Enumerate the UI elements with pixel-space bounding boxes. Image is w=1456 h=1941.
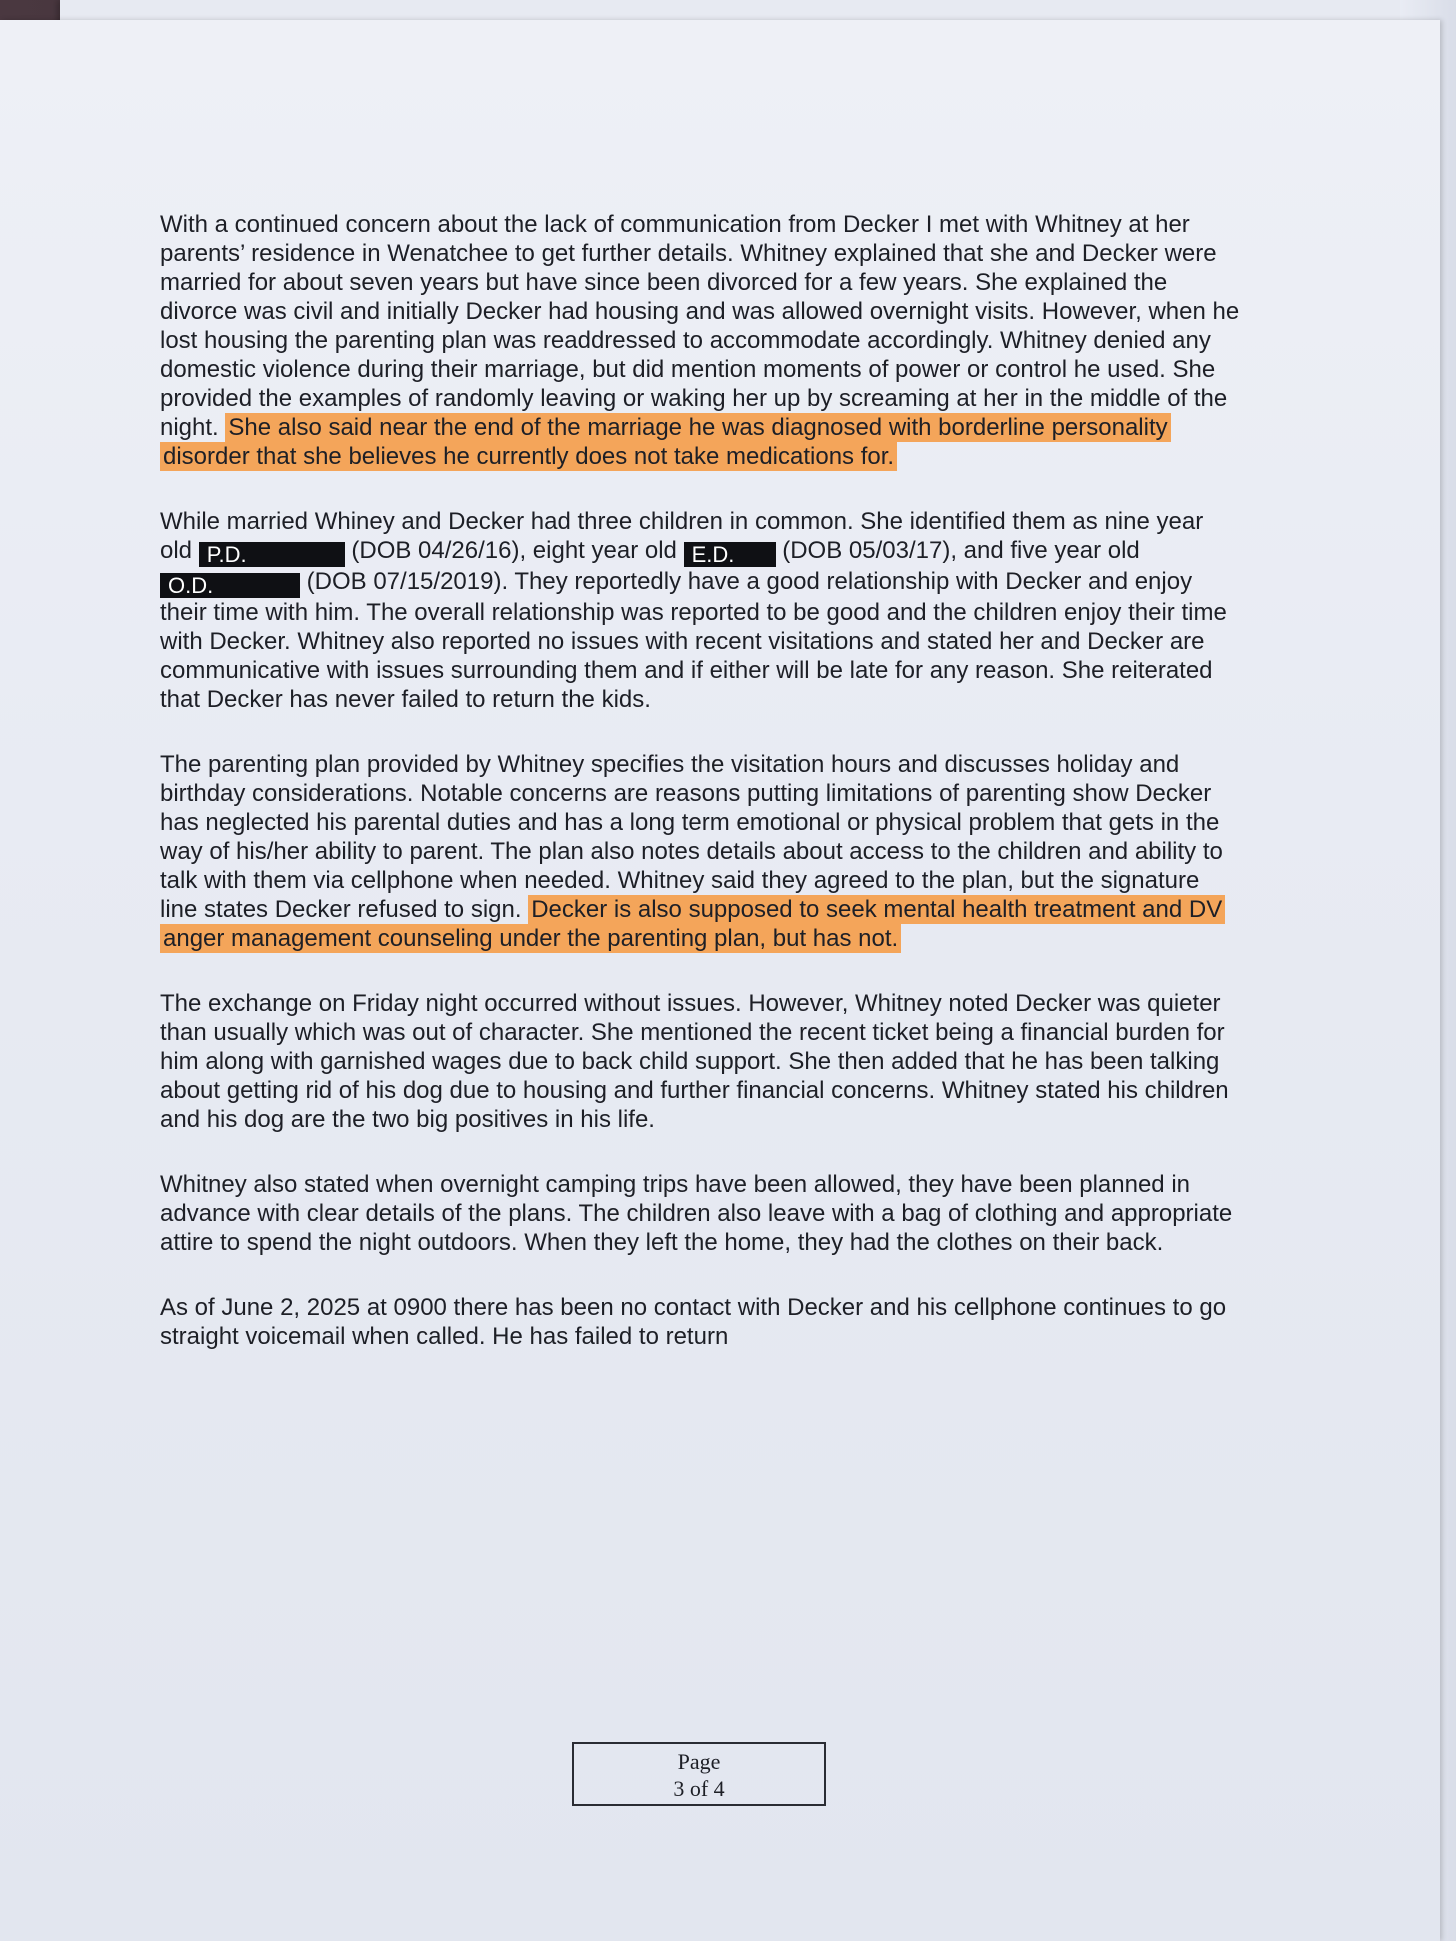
text-segment: (DOB 04/26/16), eight year old [344,537,684,564]
text-segment: (DOB 05/03/17), and five year old [775,537,1140,564]
paragraph-text: The exchange on Friday night occurred without issues. However, Whitney noted Decker was quieter than usually which was out of character. She mentioned the recent ticket being a financial burden for him along with garnished wages due to back child support. She then added that he has been talking about getting rid of his dog due to housing and further financial concerns. Whitney stated his children and his dog are the two big positives in his life. [160,990,1229,1133]
highlighted-text: She also said near the end of the marriage he was diagnosed with borderline personality disorder that she believes he currently does not take medications for. [160,413,1171,471]
text-segment: While married Whiney and Decker had three children in common. She identified them as nine year old [160,508,1204,564]
page-number-box [572,1742,826,1806]
paragraph-children [160,507,1240,714]
redaction-label: E.D. [691,542,735,567]
paragraph-text: As of June 2, 2025 at 0900 there has been no contact with Decker and his cellphone continues to go straight voicemail when called. He has failed to return [160,1294,1227,1350]
paragraph-plain-text: With a continued concern about the lack of communication from Decker I met with Whitney at her parents’ residence in Wenatchee to get further details. Whitney explained that she and Decker were married for about seven years but have since been divorced for a few years. She explained the divorce was civil and initially Decker had housing and was allowed overnight visits. However, when he lost housing the parenting plan was readdressed to accommodate accordingly. Whitney denied any domestic violence during their marriage, but did mention moments of power or control he used. She provided the examples of randomly leaving or waking her up by screaming at her in the middle of the night. [160,211,1240,441]
page-label: Page [677,1749,721,1774]
text-segment: (DOB 07/15/2019). They reportedly have a good relationship with Decker and enjoy their time with him. The overall relationship was reported to be good and the children enjoy their time with Decker. Whitney also reported no issues with recent visitations and stated her and Decker are communicative with issues surrounding them and if either will be late for any reason. She reiterated that Decker has never failed to return the kids. [160,568,1227,713]
redaction-bar-p-d [199,542,345,567]
redaction-label: O.D. [168,573,214,598]
paragraph-text [160,750,1240,953]
document-page [0,20,1440,1941]
paragraph-interview [160,210,1240,471]
redaction-label: P.D. [206,542,247,567]
redaction-bar-e-d [684,542,776,567]
redaction-bar-o-d [160,573,300,598]
paragraph-no-contact [160,1293,1240,1351]
paragraph-plain-text: The parenting plan provided by Whitney specifies the visitation hours and discusses holiday and birthday considerations. Notable concerns are reasons putting limitations of parenting show Decker has neglected his parental duties and has a long term emotional or physical problem that gets in the way of his/her ability to parent. The plan also notes details about access to the children and ability to talk with them via cellphone when needed. Whitney said they agreed to the plan, but the signature line states Decker refused to sign. [160,751,1223,923]
paragraph-parenting-plan [160,750,1240,953]
paragraph-text [160,210,1240,471]
paragraph-text [160,507,1240,714]
page-number: 3 of 4 [673,1776,725,1801]
document-body [160,210,1240,1387]
paragraph-text: Whitney also stated when overnight camping trips have been allowed, they have been planned in advance with clear details of the plans. The children also leave with a bag of clothing and appropriate attire to spend the night outdoors. When they left the home, they had the clothes on their back. [160,1171,1233,1256]
paragraph-exchange [160,989,1240,1134]
highlighted-text: Decker is also supposed to seek mental health treatment and DV anger management counseling under the parenting plan, but has not. [160,895,1225,953]
paragraph-camping [160,1170,1240,1257]
